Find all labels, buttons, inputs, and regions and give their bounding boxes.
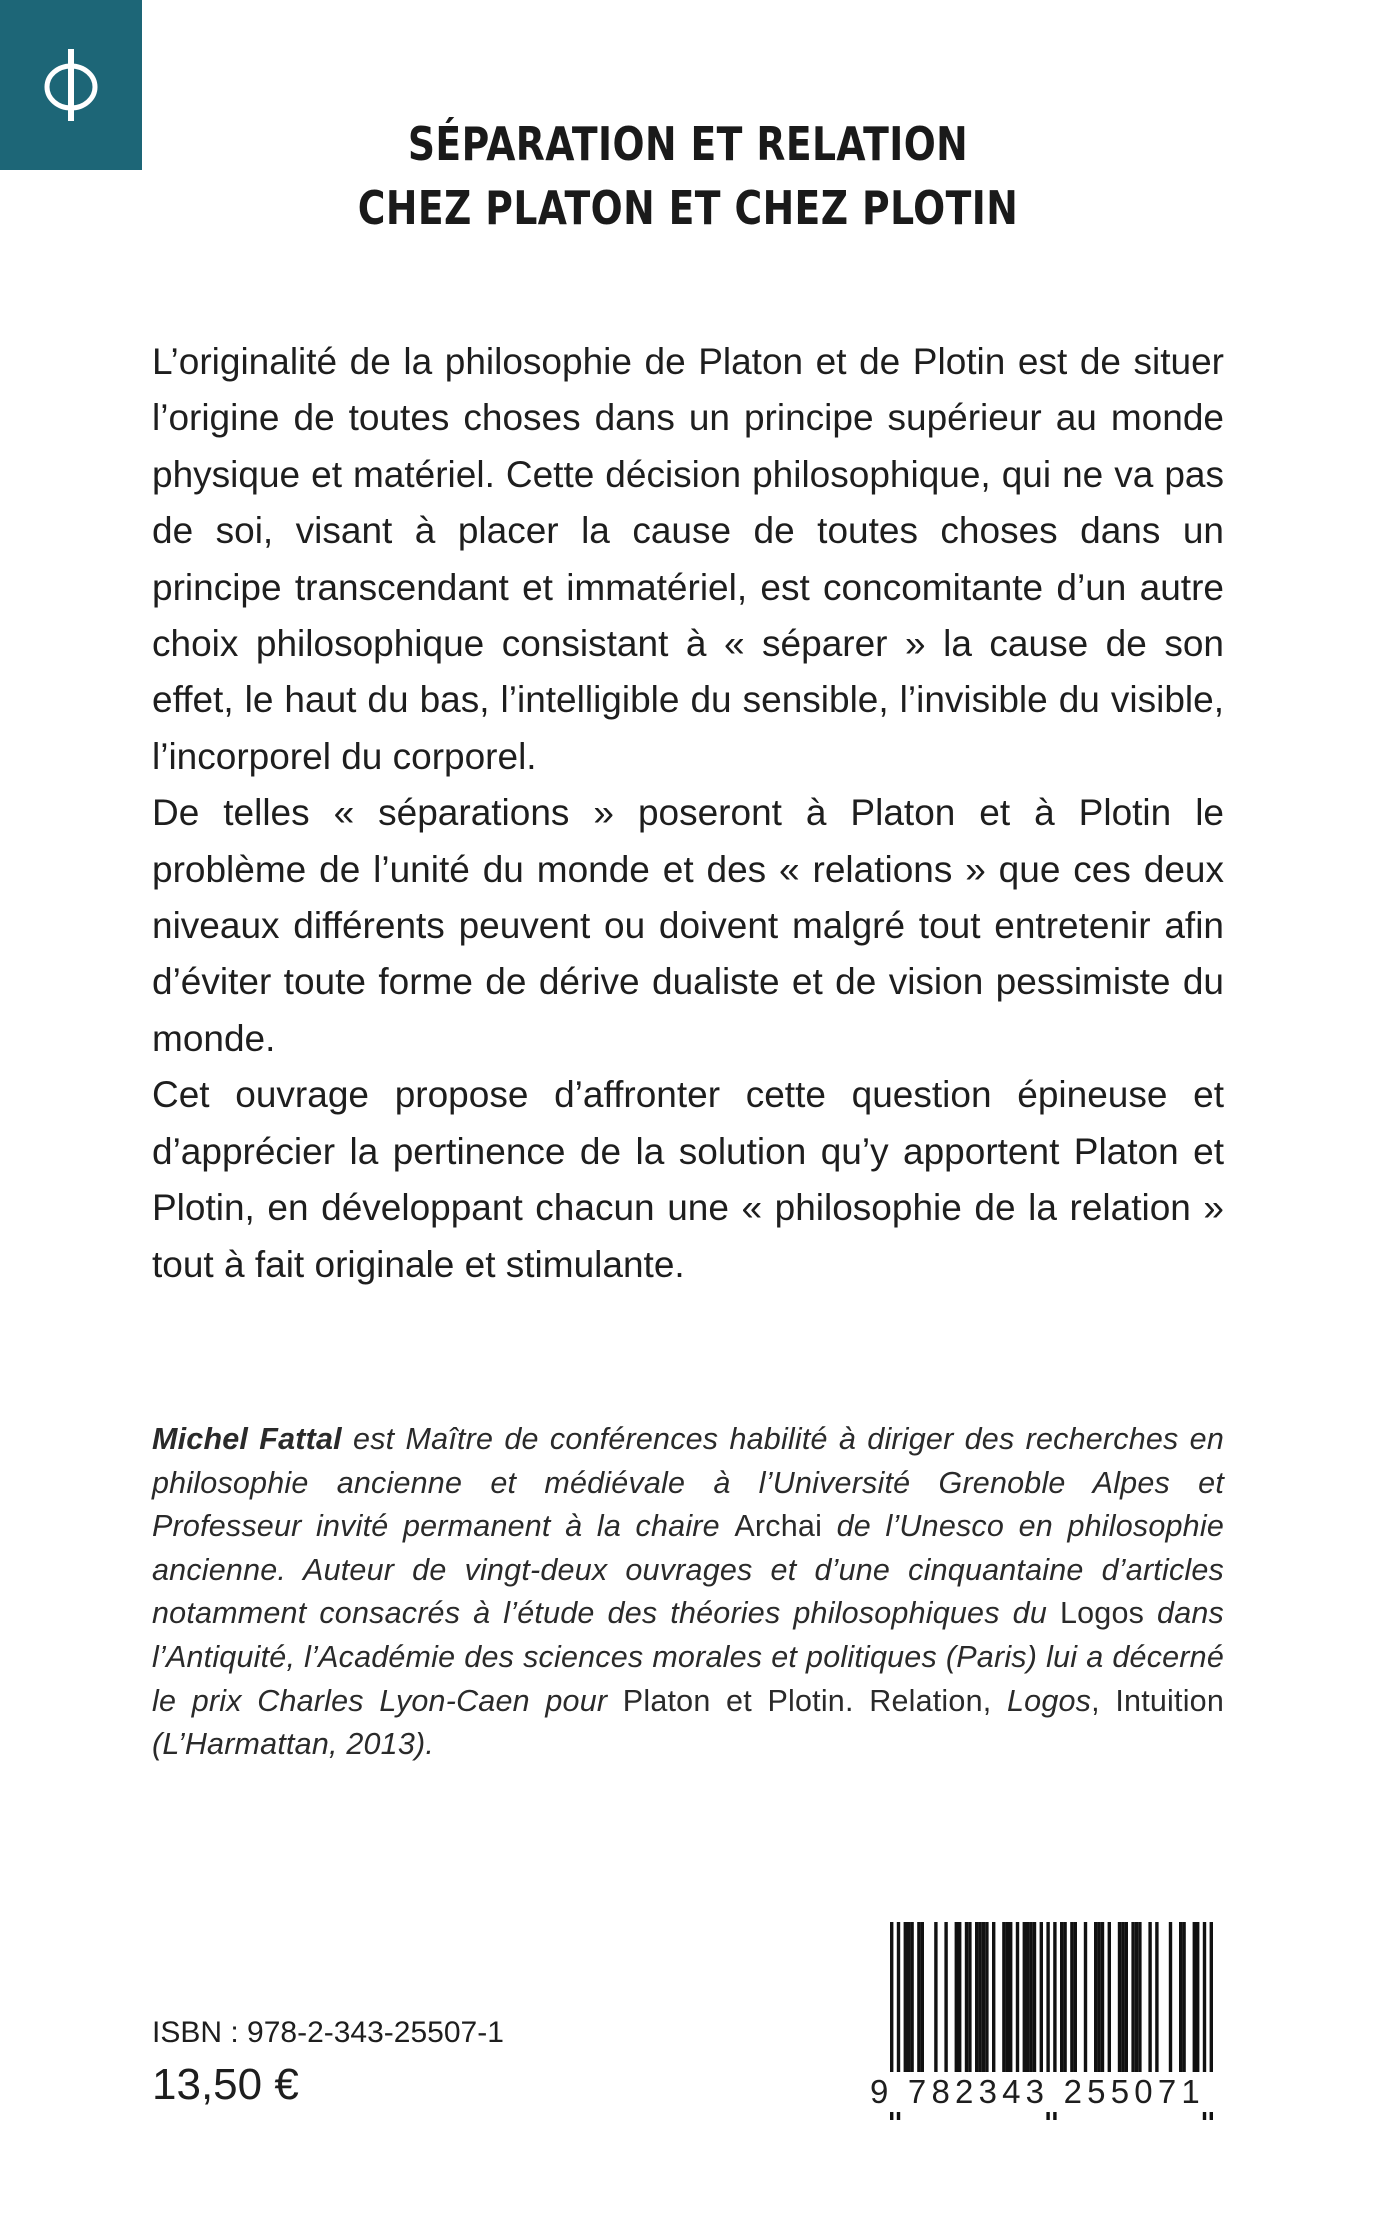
summary-paragraph: L’originalité de la philosophie de Platon et de Plotin est de situer l’origine de toutes choses dans un principe supérieur au monde physique et matériel. Cette décision philosophique, qui ne va pas de soi, visant à placer la cause de toutes choses dans un principe transcendant et immatériel, est concomitante d’un autre choix philosophique consistant à « séparer » la cause de son effet, le haut du bas, l’intelligible du sensible, l’invisible du visible, l’incorporel du corporel. [152, 341, 1224, 777]
barcode-digits: 9 782343 255071 [870, 2072, 1240, 2112]
price-label: 13,50 € [152, 2060, 299, 2109]
bio-text: est Maître de conférences habilité à diriger des recherches en philosophie ancienne et médiévale à l’Université Grenoble Alpes et Professeur invité permanent à la chaire [152, 1422, 1225, 1544]
summary-paragraph: De telles « séparations » poseront à Platon et à Plotin le problème de l’unité du monde et des « relations » que ces deux niveaux différents peuvent ou doivent malgré tout entretenir afin d’éviter toute forme de dérive dualiste et de vision pessimiste du monde. [152, 792, 1224, 1059]
logos-term: Logos [1007, 1683, 1092, 1718]
publisher-logo [0, 0, 142, 170]
summary-paragraph: Cet ouvrage propose d’affronter cette question épineuse et d’apprécier la pertinence de la solution qu’y apportent Platon et Plotin, en développant chacun une « philosophie de la relation » tout à fait originale et stimulante. [152, 1074, 1224, 1285]
back-cover-summary [152, 334, 1224, 1293]
title-line-2: CHEZ PLATON ET CHEZ PLOTIN [357, 181, 1019, 235]
author-name: Michel Fattal [152, 1422, 342, 1456]
isbn-label: ISBN : 978-2-343-25507-1 [152, 2016, 504, 2049]
book-title [255, 112, 1121, 240]
author-bio [152, 1418, 1224, 1767]
book-reference-title: Platon et Plotin. Relation, [622, 1683, 1007, 1718]
phi-logo-icon [40, 46, 102, 124]
book-reference-title: , Intuition [1091, 1683, 1224, 1718]
bio-text: (L’Harmattan, 2013). [152, 1727, 435, 1762]
title-line-1: SÉPARATION ET RELATION [407, 117, 969, 171]
bio-text: de l’Unesco en philosophie ancienne. Auteur de vingt-deux ouvrages et d’une cinquantaine d’articles notamment consacrés à l’étude des théories philosophiques du [152, 1509, 1224, 1631]
logos-term: Logos [1059, 1596, 1145, 1631]
chair-name: Archai [734, 1509, 823, 1544]
bio-text: dans l’Antiquité, l’Académie des sciences morales et politiques (Paris) lui a décerné le prix Charles Lyon-Caen pour [152, 1596, 1224, 1718]
